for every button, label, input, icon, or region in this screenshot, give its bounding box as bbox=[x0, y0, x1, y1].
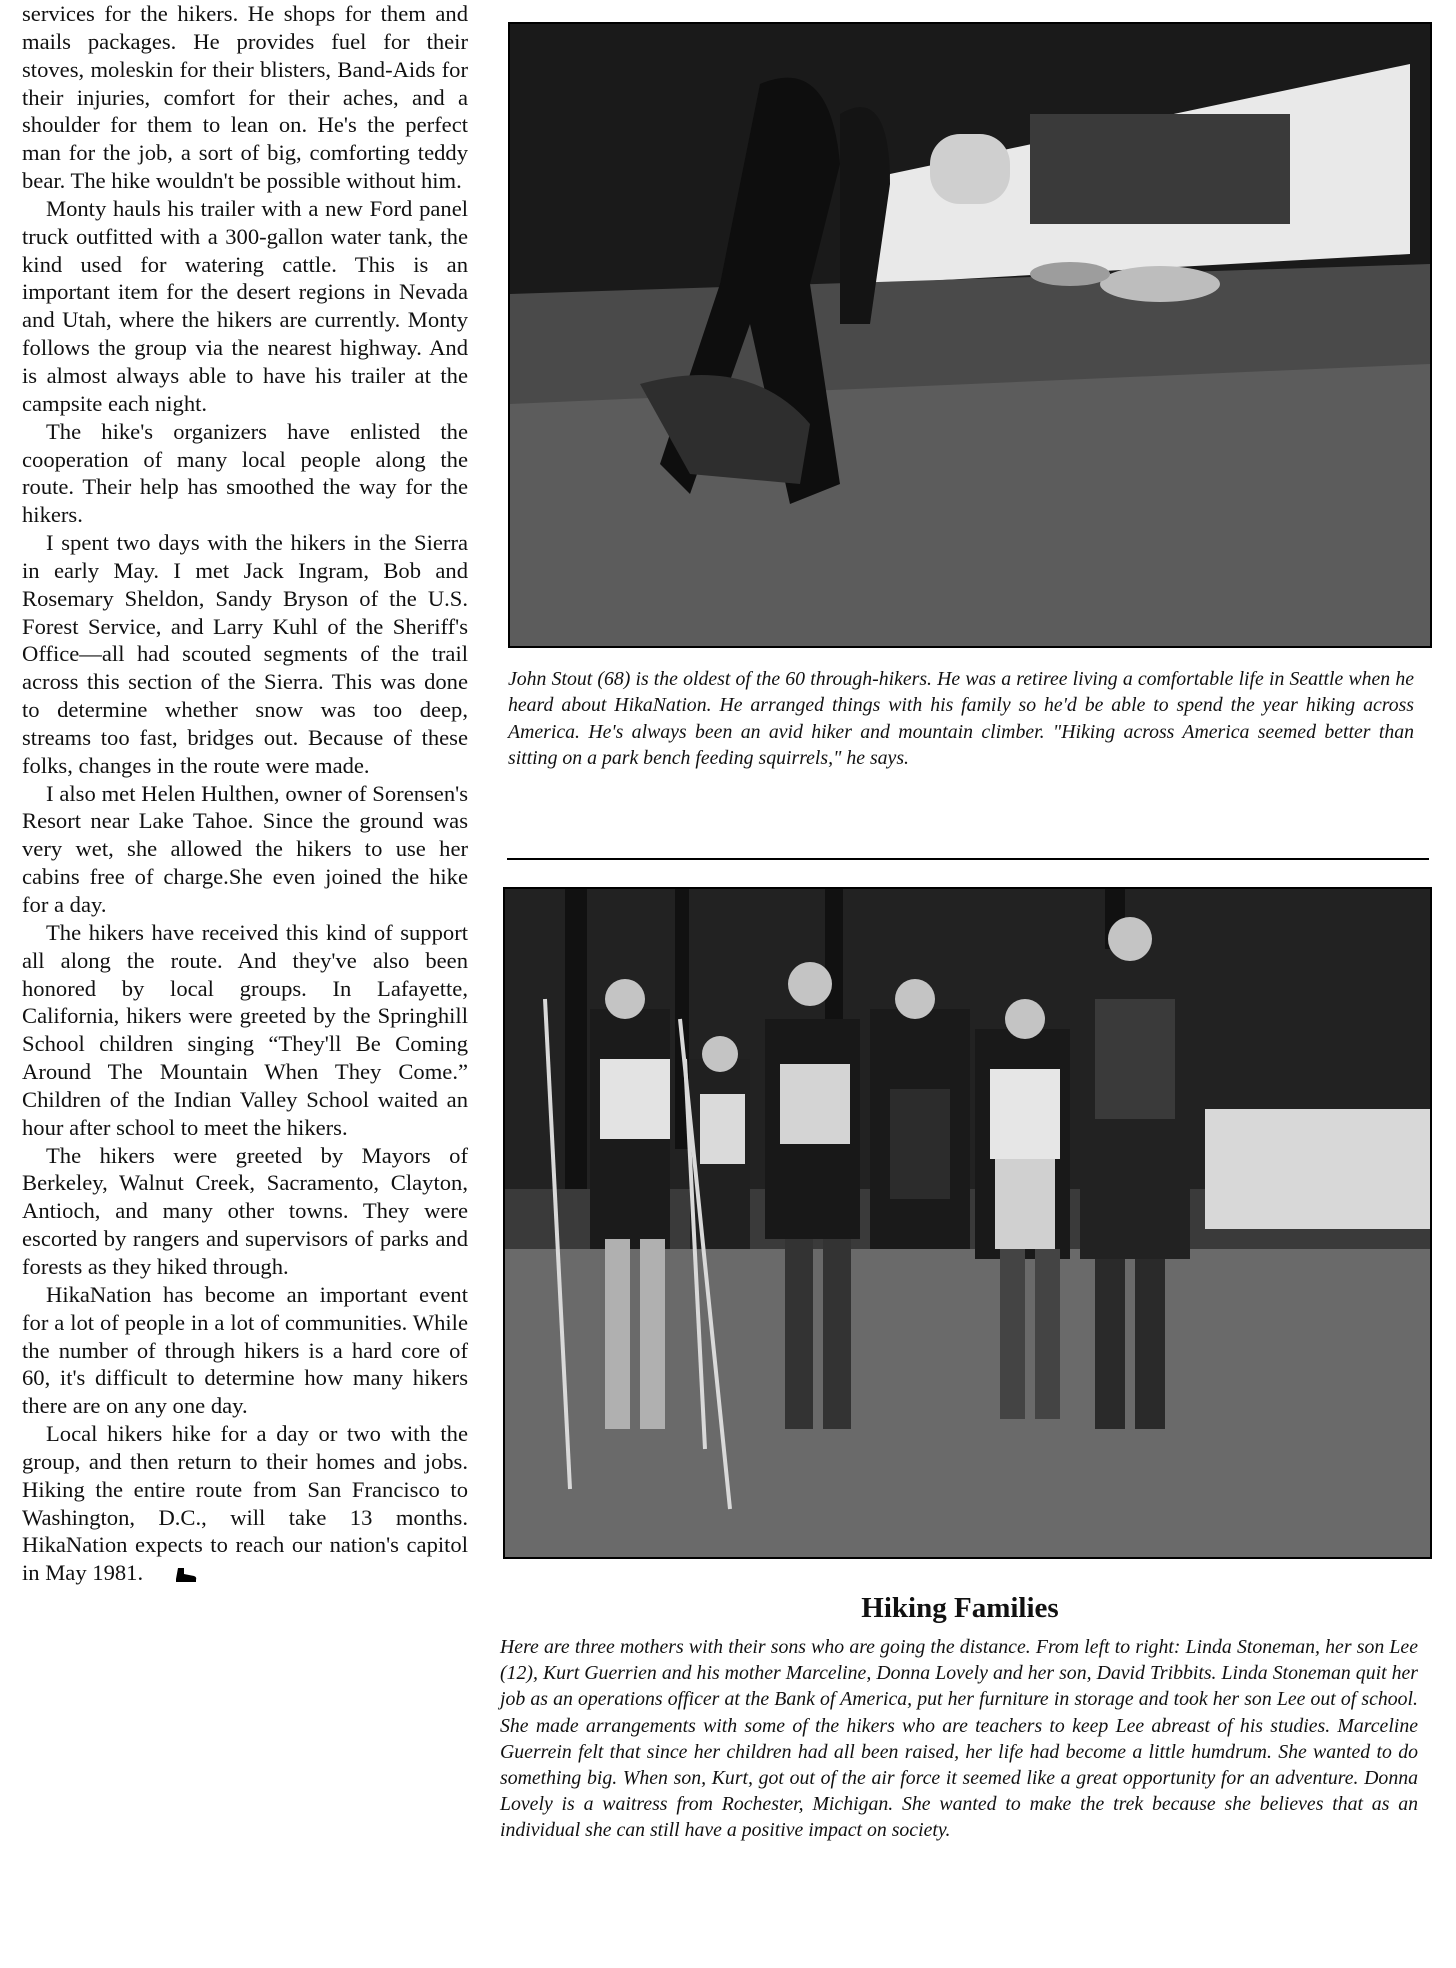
article-paragraph: The hikers have received this kind of support all along the route. And they've also been honored by local groups. In Lafayette, California, hikers were greeted by the Springhill School children singing “They'll Be Coming Around The Mountain When They Come.” Children of the Indian Valley School waited an hour after school to meet the hikers. bbox=[22, 919, 468, 1140]
article-paragraph-text: Local hikers hike for a day or two with the group, and then return to their homes and jobs. Hiking the entire route from San Francisco to Washington, D.C., will take 13 months. HikaNation expects to reach our nation's capitol in May 1981. bbox=[22, 1421, 468, 1586]
article-paragraph: I spent two days with the hikers in the Sierra in early May. I met Jack Ingram, Bob and Rosemary Sheldon, Sandy Bryson of the U.S. Forest Service, and Larry Kuhl of the Sheriff's Office—all had scouted segments of the trail across this section of the Sierra. This was done to determine whether snow was too deep, streams too fast, bridges out. Because of these folks, changes in the route were made. bbox=[22, 530, 468, 778]
photo-caption: Here are three mothers with their sons who are going the distance. From left to right: Linda Stoneman, her son Lee (12), Kurt Guerrien and his mother Marceline, Donna Lovely and her son, David Tribbits. Linda Stoneman quit her job as an operations officer at the Bank of America, put her furniture in storage and took her son Lee out of school. She made arrangements with some of the hikers who are teachers to keep Lee abreast of his studies. Marceline Guerrein felt that since her children had all been raised, her life had become a little humdrum. She wanted to do something big. When son, Kurt, got out of the air force it seemed like a great opportunity for an adventure. Donna Lovely is a waitress from Rochester, Michigan. She wanted to make the trek because she believes that as an individual she can still have a positive impact on society. bbox=[500, 1636, 1418, 1842]
photo-hiking-families bbox=[503, 887, 1432, 1559]
article-paragraph: I also met Helen Hulthen, owner of Sorensen's Resort near Lake Tahoe. Since the ground was very wet, she allowed the hikers to use her cabins free of charge.She even joined the hike for a day. bbox=[22, 780, 468, 917]
article-paragraph: The hike's organizers have enlisted the cooperation of many local people along the route. Their help has smoothed the way for the hikers. bbox=[22, 418, 468, 528]
article-paragraph: HikaNation has become an important event for a lot of people in a lot of communities. While the number of through hikers is a hard core of 60, it's difficult to determine how many hikers there are on any one day. bbox=[22, 1281, 468, 1419]
photo-caption: John Stout (68) is the oldest of the 60 through-hikers. He was a retiree living a comfortable life in Seattle when he heard about HikaNation. He arranged things with his family so he'd be able to spend the year hiking across America. He's always been an avid hiker and mountain climber. "Hiking across America seemed better than sitting on a park bench feeding squirrels," he says. bbox=[508, 668, 1414, 770]
section-heading: Hiking Families bbox=[861, 1592, 1059, 1624]
article-paragraph: Monty hauls his trailer with a new Ford panel truck outfitted with a 300-gallon water tank, the kind used for watering cattle. This is an important item for the desert regions in Nevada and Utah, where the hikers are currently. Monty follows the group via the nearest highway. And is almost always able to have his trailer at the campsite each night. bbox=[22, 195, 468, 416]
article-paragraph: The hikers were greeted by Mayors of Berkeley, Walnut Creek, Sacramento, Clayton, Antioch, and many other towns. They were escorted by rangers and supervisors of parks and forests as they hiked through. bbox=[22, 1142, 468, 1279]
boot-icon bbox=[151, 1561, 197, 1589]
section-divider bbox=[507, 858, 1429, 860]
article-paragraph-last bbox=[22, 1420, 468, 1589]
article-column bbox=[22, 0, 468, 1589]
article-paragraph: services for the hikers. He shops for them and mails packages. He provides fuel for their stoves, moleskin for their blisters, Band-Aids for their injuries, comfort for their aches, and a shoulder for them to lean on. He's the perfect man for the job, a sort of big, comforting teddy bear. The hike wouldn't be possible without him. bbox=[22, 1, 468, 194]
photo-john-stout bbox=[508, 22, 1432, 648]
